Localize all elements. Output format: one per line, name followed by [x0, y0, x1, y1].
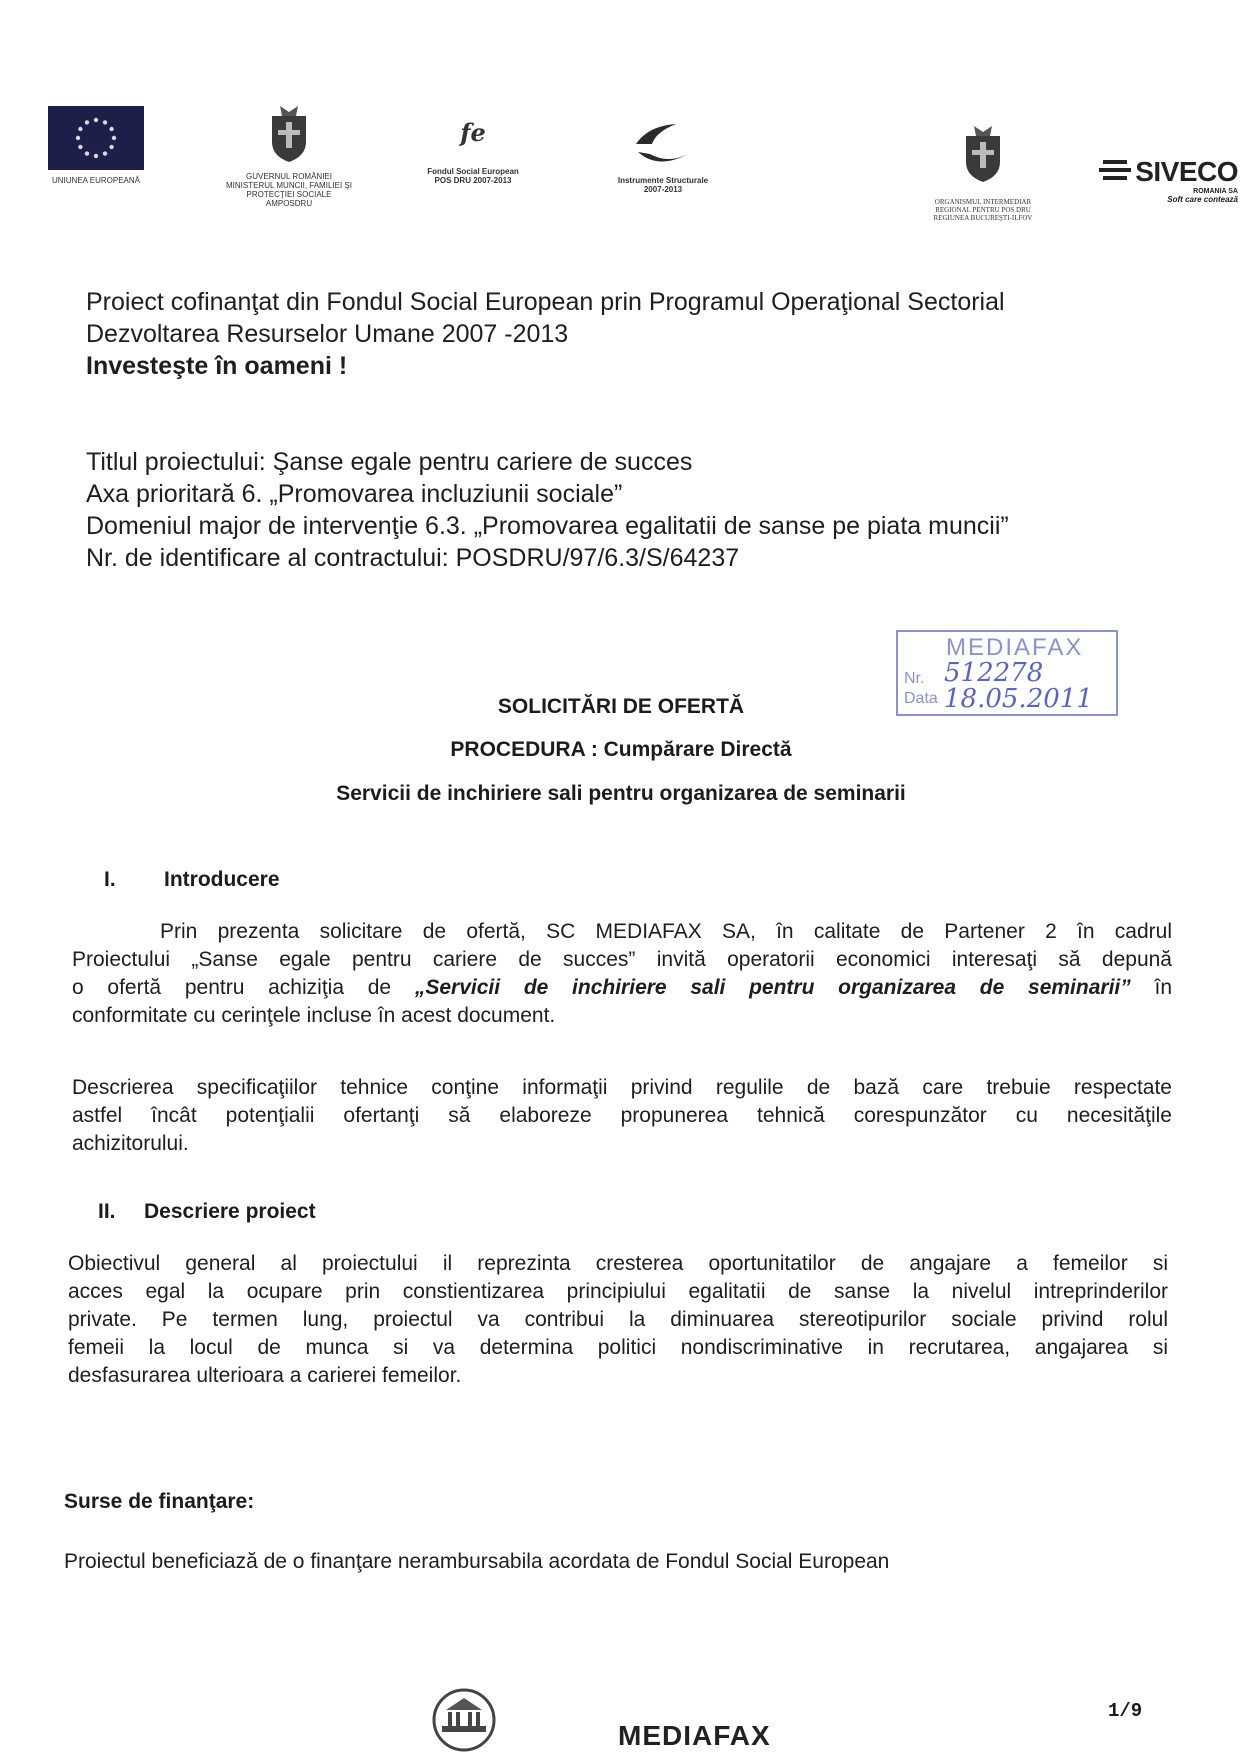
siveco-stripes-icon [1099, 158, 1131, 187]
section-title: Introducere [164, 868, 280, 891]
eu-logo [36, 106, 156, 185]
siveco-logo [1078, 156, 1238, 204]
service-name-emphasis: „Servicii de inchiriere sali pentru organizarea de seminarii” [414, 976, 1131, 999]
project-description-paragraph [68, 1250, 1168, 1390]
specifications-paragraph [72, 1074, 1172, 1158]
text-run: în [1154, 976, 1172, 999]
priority-axis: Axa prioritară 6. „Promovarea incluziunii sociale” [86, 480, 623, 508]
fse-mark: fe [460, 118, 486, 147]
contract-id: Nr. de identificare al contractului: POSDRU/97/6.3/S/64237 [86, 544, 740, 572]
intro-paragraph-line [72, 974, 1172, 1002]
gov-caption-1: GUVERNUL ROMÂNIEI [246, 172, 332, 181]
intro-paragraph-line: Prin prezenta solicitare de ofertă, SC MEDIAFAX SA, în calitate de Partener 2 în cadrul [160, 920, 1172, 943]
text-run: o ofertă pentru achiziţia de [72, 976, 392, 999]
coat-of-arms-icon [266, 102, 312, 164]
gov-caption-2: MINISTERUL MUNCII, FAMILIEI ŞI [226, 181, 352, 190]
building-emblem-icon [428, 1680, 500, 1752]
stamp-nr-label: Nr. [904, 670, 925, 687]
swirl-icon [628, 118, 698, 174]
description-line: acces egal la ocupare prin constientizarea principiului egalitatii de sanse la nivelul intreprinderilor [68, 1280, 1168, 1303]
description-line: private. Pe termen lung, proiectul va contribui la diminuarea stereotipurilor sociale privind rolul [68, 1308, 1168, 1331]
government-logo [204, 102, 374, 208]
intro-paragraph [72, 918, 1172, 1030]
coat-of-arms-icon [960, 122, 1006, 184]
siveco-brand: SIVECO [1135, 156, 1238, 187]
footer-brand: MEDIAFAX [618, 1720, 771, 1751]
stamp-date-value: 18.05.2011 [944, 684, 1093, 714]
funding-paragraph [64, 1548, 1164, 1576]
project-info-block [86, 446, 1176, 574]
structural-instruments-logo [598, 118, 728, 194]
stamp-date-label: Data [904, 690, 938, 707]
eu-caption: UNIUNEA EUROPEANĂ [51, 176, 141, 185]
document-title: SOLICITĂRI DE OFERTĂ [497, 695, 745, 718]
oi-caption-1: ORGANISMUL INTERMEDIAR [934, 198, 1032, 206]
intro-paragraph-line: Proiectului „Sanse egale pentru cariere de succes” invită operatorii economici interesaţi să depună [72, 948, 1172, 971]
siveco-tagline: Soft care contează [1167, 195, 1238, 204]
cofinancing-block [86, 286, 1176, 382]
funding-heading: Surse de finanţare: [64, 1490, 255, 1513]
specifications-line: achizitorului. [72, 1132, 189, 1155]
gov-caption-3: PROTECŢIEI SOCIALE [246, 190, 332, 199]
is-caption-2: 2007-2013 [643, 185, 683, 194]
fse-logo [408, 118, 538, 185]
cofinancing-line-1: Proiect cofinanţat din Fondul Social European prin Programul Operaţional Sectorial [86, 288, 1005, 316]
fse-caption-2: POS DRU 2007-2013 [434, 176, 512, 185]
section-introducere-heading [104, 868, 280, 892]
stamp-nr-value: 512278 [944, 658, 1044, 688]
fse-caption-1: Fondul Social European [427, 167, 519, 176]
siveco-subtitle: ROMANIA SA [1193, 188, 1238, 195]
specifications-line: Descrierea specificaţiilor tehnice conţine informaţii privind regulile de bază care trebuie respectate [72, 1076, 1172, 1099]
cofinancing-line-2: Dezvoltarea Resurselor Umane 2007 -2013 [86, 320, 569, 348]
oi-caption-2: REGIONAL PENTRU POS DRU [935, 206, 1031, 214]
intermediate-body-logo [908, 128, 1058, 222]
stamp-title: MEDIAFAX [946, 634, 1084, 661]
is-caption-1: Instrumente Structurale [617, 176, 709, 185]
description-line: desfasurarea ulterioara a carierei femeilor. [68, 1364, 462, 1387]
section-number: I. [104, 868, 116, 891]
oi-caption-3: REGIUNEA BUCUREŞTI-ILFOV [933, 214, 1033, 222]
section-number: II. [98, 1200, 116, 1223]
page-number: 1/9 [1108, 1700, 1143, 1722]
specifications-line: astfel încât potenţialii ofertanţi să elaboreze propunerea tehnică corespunzător cu necesităţile [72, 1104, 1172, 1127]
procedure-title: PROCEDURA : Cumpărare Directă [450, 738, 792, 761]
section-title: Descriere proiect [144, 1200, 316, 1223]
description-line: femeii la locul de munca si va determina politici nondiscriminative in recrutarea, angajarea si [68, 1336, 1168, 1359]
service-title: Servicii de inchiriere sali pentru organizarea de seminarii [336, 782, 906, 805]
intro-paragraph-line: conformitate cu cerinţele incluse în acest document. [72, 1004, 556, 1027]
description-line: Obiectivul general al proiectului il reprezinta cresterea oportunitatilor de angajare a femeilor si [68, 1252, 1168, 1275]
project-title: Titlul proiectului: Şanse egale pentru cariere de succes [86, 448, 693, 476]
section-descriere-heading [98, 1200, 316, 1224]
funding-line: Proiectul beneficiază de o finanţare nerambursabila acordata de Fondul Social European [64, 1550, 890, 1573]
slogan: Investeşte în oameni ! [86, 352, 348, 380]
gov-caption-4: AMPOSDRU [265, 199, 313, 208]
eu-flag-icon [48, 106, 144, 170]
intervention-domain: Domeniul major de intervenţie 6.3. „Promovarea egalitatii de sanse pe piata muncii” [86, 512, 1009, 540]
